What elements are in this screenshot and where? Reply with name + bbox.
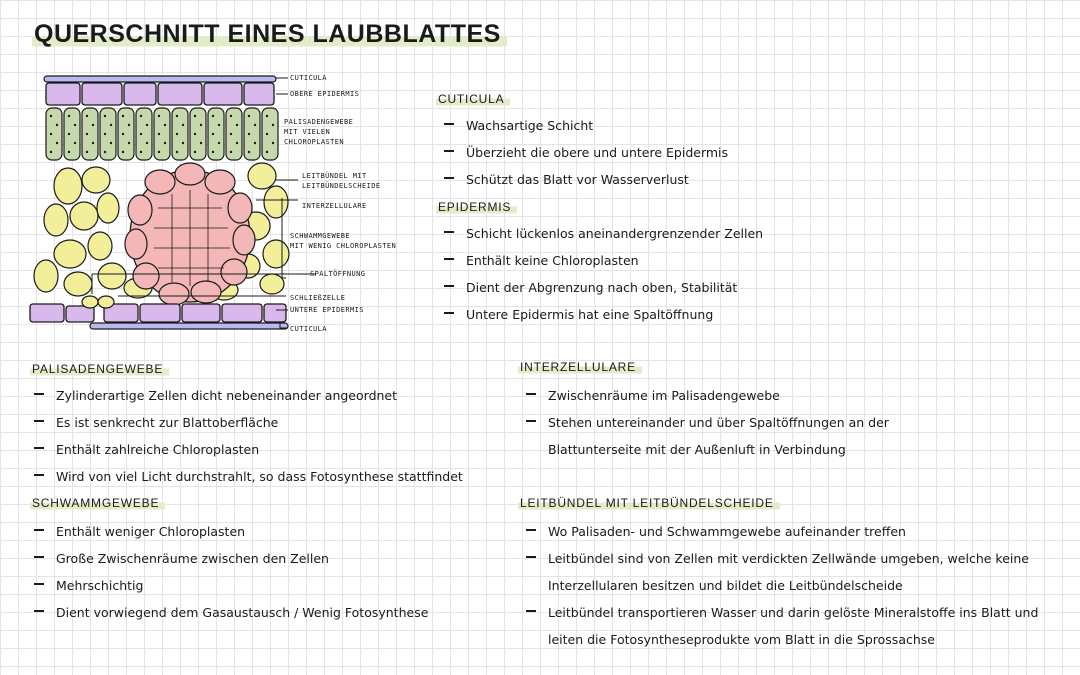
list-item: Leitbündel sind von Zellen mit verdickten Zellwände umgeben, welche keine Interzellularen besitzen und bildet die Leitbündelscheide <box>522 545 1052 599</box>
list-item: Schützt das Blatt vor Wasserverlust <box>440 166 728 193</box>
chloroplast-dot <box>92 142 94 144</box>
list-item: Schicht lückenlos aneinandergrenzender Zellen <box>440 220 763 247</box>
list-cuticula <box>440 112 728 193</box>
chloroplast-dot <box>50 151 52 153</box>
chloroplast-dot <box>200 124 202 126</box>
palisade-cell <box>136 108 152 160</box>
list-item: Stehen untereinander und über Spaltöffnungen an der Blattunterseite mit der Außenluft in Verbindung <box>522 409 928 463</box>
chloroplast-dot <box>68 133 70 135</box>
list-item: Mehrschichtig <box>30 572 428 599</box>
list-item: Es ist senkrecht zur Blattoberfläche <box>30 409 463 436</box>
list-item: Enthält keine Chloroplasten <box>440 247 763 274</box>
chloroplast-dot <box>92 124 94 126</box>
chloroplast-dot <box>86 151 88 153</box>
list-item: Wo Palisaden- und Schwammgewebe aufeinander treffen <box>522 518 1052 545</box>
list-item: Wird von viel Licht durchstrahlt, so dass Fotosynthese stattfindet <box>30 463 463 490</box>
heading-interzellulare: INTERZELLULARE <box>518 360 642 374</box>
chloroplast-dot <box>182 124 184 126</box>
palisade-cell <box>190 108 206 160</box>
label-cuticula-bottom: CUTICULA <box>290 325 327 333</box>
chloroplast-dot <box>122 115 124 117</box>
list-item: Große Zwischenräume zwischen den Zellen <box>30 545 428 572</box>
chloroplast-dot <box>272 124 274 126</box>
untere-epidermis-cells <box>30 304 286 322</box>
chloroplast-dot <box>86 133 88 135</box>
label-palisade-2: MIT VIELEN <box>284 128 331 136</box>
heading-schwammgewebe: SCHWAMMGEWEBE <box>30 496 165 510</box>
palisade-cell <box>82 108 98 160</box>
label-palisade-1: PALISADENGEWEBE <box>284 118 354 126</box>
chloroplast-dot <box>230 115 232 117</box>
list-item: Enthält zahlreiche Chloroplasten <box>30 436 463 463</box>
list-item: Überzieht die obere und untere Epidermis <box>440 139 728 166</box>
chloroplast-dot <box>236 142 238 144</box>
chloroplast-dot <box>128 142 130 144</box>
chloroplast-dot <box>248 133 250 135</box>
chloroplast-dot <box>236 124 238 126</box>
chloroplast-dot <box>212 151 214 153</box>
heading-palisadengewebe: PALISADENGEWEBE <box>30 362 169 376</box>
list-leitbuendel <box>522 518 1052 653</box>
list-item: Leitbündel transportieren Wasser und darin gelöste Mineralstoffe ins Blatt und leiten die Fotosyntheseprodukte vom Blatt in die Sprossachse <box>522 599 1052 653</box>
label-obere-epidermis: OBERE EPIDERMIS <box>290 90 360 98</box>
chloroplast-dot <box>104 133 106 135</box>
heading-cuticula: CUTICULA <box>436 92 510 106</box>
palisade-cell <box>208 108 224 160</box>
list-item: Enthält weniger Chloroplasten <box>30 518 428 545</box>
chloroplast-dot <box>212 133 214 135</box>
chloroplast-dot <box>266 133 268 135</box>
chloroplast-dot <box>266 115 268 117</box>
chloroplast-dot <box>110 124 112 126</box>
label-interzellulare: INTERZELLULARE <box>302 202 367 210</box>
label-schliesszelle: SCHLIEßZELLE <box>290 294 346 302</box>
chloroplast-dot <box>56 124 58 126</box>
chloroplast-dot <box>158 115 160 117</box>
label-cuticula-top: CUTICULA <box>290 74 327 82</box>
chloroplast-dot <box>176 151 178 153</box>
chloroplast-dot <box>248 115 250 117</box>
chloroplast-dot <box>110 142 112 144</box>
palisade-cell <box>262 108 278 160</box>
chloroplast-dot <box>158 133 160 135</box>
chloroplast-dot <box>176 133 178 135</box>
chloroplast-dot <box>212 115 214 117</box>
chloroplast-dot <box>254 124 256 126</box>
label-palisade-3: CHLOROPLASTEN <box>284 138 344 146</box>
palisade-cell <box>46 108 62 160</box>
palisade-cell <box>226 108 242 160</box>
chloroplast-dot <box>104 151 106 153</box>
palisade-cell <box>172 108 188 160</box>
label-spaltoeffnung: SPALTÖFFNUNG <box>310 270 366 278</box>
label-leitbuendel-2: LEITBÜNDELSCHEIDE <box>302 182 381 190</box>
chloroplast-dot <box>122 133 124 135</box>
chloroplast-dot <box>230 151 232 153</box>
chloroplast-dot <box>140 133 142 135</box>
list-item: Wachsartige Schicht <box>440 112 728 139</box>
chloroplast-dot <box>86 115 88 117</box>
palisade-cell <box>244 108 260 160</box>
label-schwamm-1: SCHWAMMGEWEBE <box>290 232 350 240</box>
palisadengewebe-cells <box>46 108 278 160</box>
chloroplast-dot <box>194 133 196 135</box>
list-schwammgewebe <box>30 518 428 626</box>
page-title: QUERSCHNITT EINES LAUBBLATTES <box>32 20 507 49</box>
chloroplast-dot <box>68 151 70 153</box>
chloroplast-dot <box>254 142 256 144</box>
label-untere-epidermis: UNTERE EPIDERMIS <box>290 306 364 314</box>
palisade-cell <box>154 108 170 160</box>
palisade-cell <box>64 108 80 160</box>
list-item: Dient der Abgrenzung nach oben, Stabilität <box>440 274 763 301</box>
chloroplast-dot <box>104 115 106 117</box>
schliesszellen <box>82 296 114 308</box>
chloroplast-dot <box>122 151 124 153</box>
chloroplast-dot <box>50 115 52 117</box>
chloroplast-dot <box>272 142 274 144</box>
chloroplast-dot <box>50 133 52 135</box>
list-epidermis <box>440 220 763 328</box>
chloroplast-dot <box>218 142 220 144</box>
chloroplast-dot <box>56 142 58 144</box>
chloroplast-dot <box>146 124 148 126</box>
label-leitbuendel-1: LEITBÜNDEL MIT <box>302 172 367 180</box>
cuticula-bottom <box>90 323 288 329</box>
palisade-cell <box>118 108 134 160</box>
chloroplast-dot <box>74 124 76 126</box>
label-schwamm-2: MIT WENIG CHLOROPLASTEN <box>290 242 397 250</box>
chloroplast-dot <box>200 142 202 144</box>
chloroplast-dot <box>218 124 220 126</box>
list-item: Zylinderartige Zellen dicht nebeneinander angeordnet <box>30 382 463 409</box>
chloroplast-dot <box>146 142 148 144</box>
list-palisadengewebe <box>30 382 463 490</box>
obere-epidermis-cells <box>46 83 274 105</box>
heading-epidermis: EPIDERMIS <box>436 200 517 214</box>
list-item: Dient vorwiegend dem Gasaustausch / Wenig Fotosynthese <box>30 599 428 626</box>
chloroplast-dot <box>230 133 232 135</box>
chloroplast-dot <box>248 151 250 153</box>
list-interzellulare <box>522 382 1042 463</box>
chloroplast-dot <box>74 142 76 144</box>
chloroplast-dot <box>182 142 184 144</box>
chloroplast-dot <box>266 151 268 153</box>
chloroplast-dot <box>128 124 130 126</box>
heading-leitbuendel: LEITBÜNDEL MIT LEITBÜNDELSCHEIDE <box>518 496 780 510</box>
chloroplast-dot <box>68 115 70 117</box>
chloroplast-dot <box>176 115 178 117</box>
list-item: Untere Epidermis hat eine Spaltöffnung <box>440 301 763 328</box>
chloroplast-dot <box>194 151 196 153</box>
leaf-cross-section-diagram <box>26 68 426 340</box>
chloroplast-dot <box>164 142 166 144</box>
list-item: Zwischenräume im Palisadengewebe <box>522 382 1042 409</box>
chloroplast-dot <box>164 124 166 126</box>
chloroplast-dot <box>194 115 196 117</box>
chloroplast-dot <box>140 151 142 153</box>
cuticula-top <box>44 76 276 82</box>
chloroplast-dot <box>158 151 160 153</box>
palisade-cell <box>100 108 116 160</box>
leitbuendel <box>125 163 255 305</box>
chloroplast-dot <box>140 115 142 117</box>
